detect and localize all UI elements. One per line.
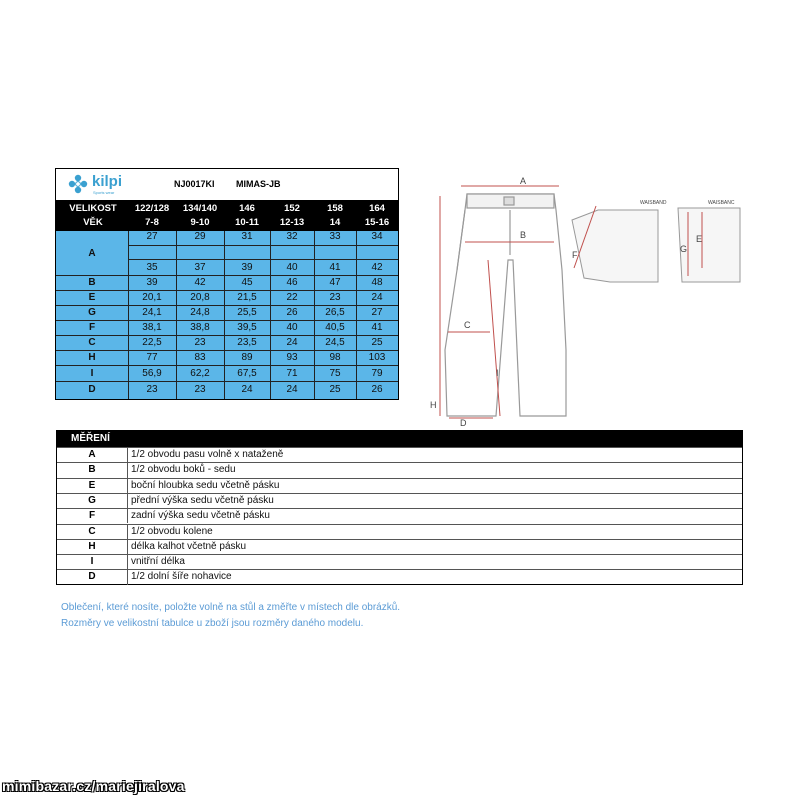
cell: 67,5 xyxy=(237,368,257,379)
cell: 31 xyxy=(241,231,253,242)
cell: 27 xyxy=(146,231,158,242)
cell: 42 xyxy=(371,262,383,273)
size-table-column-headers xyxy=(56,201,398,231)
cell: 75 xyxy=(329,368,341,379)
cell: 24,8 xyxy=(190,307,210,318)
size-table-body xyxy=(56,231,398,399)
legend-row xyxy=(57,539,742,554)
cell: 24 xyxy=(286,337,298,348)
cell: 24 xyxy=(241,384,253,395)
legend-row xyxy=(57,508,742,523)
row-label-a: A xyxy=(88,248,96,259)
watermark: mimibazar.cz/mariejiralova xyxy=(2,778,185,794)
cell: 35 xyxy=(146,262,158,273)
cell: 32 xyxy=(286,231,298,242)
label-b: B xyxy=(520,230,527,240)
legend-row xyxy=(57,478,742,493)
row-label-d: D xyxy=(88,384,96,395)
size-label: VELIKOST xyxy=(69,203,117,214)
cell: 26 xyxy=(371,384,383,395)
size-table-header xyxy=(56,169,398,201)
cell: 24,5 xyxy=(325,337,345,348)
age-header: 14 xyxy=(329,217,341,228)
cell: 39 xyxy=(146,277,158,288)
measurement-legend xyxy=(56,430,743,585)
note-line-1: Oblečení, které nosíte, položte volně na stůl a změřte v místech dle obrázků. xyxy=(61,602,401,613)
cell: 23 xyxy=(329,292,341,303)
legend-desc: boční hloubka sedu včetně pásku xyxy=(131,479,280,491)
label-f: F xyxy=(572,250,578,260)
cell: 26,5 xyxy=(325,307,345,318)
age-header: 10-11 xyxy=(235,217,259,228)
size-header: 146 xyxy=(239,203,255,214)
cell: 24 xyxy=(286,384,298,395)
label-h: H xyxy=(430,400,437,410)
age-header: 12-13 xyxy=(279,217,305,228)
legend-key: B xyxy=(57,463,128,477)
cell: 62,2 xyxy=(190,368,210,379)
label-a: A xyxy=(520,176,527,186)
cell: 37 xyxy=(194,262,206,273)
legend-title: MĚŘENÍ xyxy=(71,433,110,444)
pants-outline xyxy=(445,194,566,416)
brand-name: kilpi xyxy=(92,173,123,190)
cell: 25,5 xyxy=(237,307,257,318)
cell: 77 xyxy=(146,352,158,363)
cell: 20,1 xyxy=(142,292,162,303)
age-header: 15-16 xyxy=(364,217,390,228)
cell: 42 xyxy=(194,277,206,288)
label-g: G xyxy=(680,244,688,254)
legend-desc: 1/2 obvodu kolene xyxy=(131,525,213,537)
cell: 39,5 xyxy=(237,322,257,333)
cell: 93 xyxy=(286,352,298,363)
cell: 103 xyxy=(368,352,386,363)
cell: 83 xyxy=(194,352,206,363)
cell: 46 xyxy=(286,277,298,288)
legend-key: H xyxy=(57,540,128,554)
legend-row xyxy=(57,569,742,584)
legend-desc: vnitřní délka xyxy=(131,556,185,568)
cell: 40,5 xyxy=(325,322,345,333)
cell: 23 xyxy=(194,337,206,348)
legend-row xyxy=(57,447,742,462)
row-label-i: I xyxy=(90,368,94,379)
row-label-f: F xyxy=(88,322,96,333)
size-header: 134/140 xyxy=(182,203,218,214)
brand-tagline: Sports wear xyxy=(93,190,115,195)
cell: 71 xyxy=(286,368,298,379)
cell: 33 xyxy=(329,231,341,242)
row-label-c: C xyxy=(88,337,96,348)
legend-key: E xyxy=(57,479,128,493)
legend-header xyxy=(57,431,742,447)
product-name: MIMAS-JB xyxy=(236,179,281,189)
note-line-2: Rozměry ve velikostní tabulce u zboží jsou rozměry daného modelu. xyxy=(61,618,364,629)
legend-key: F xyxy=(57,509,128,523)
cell: 40 xyxy=(286,262,298,273)
legend-desc: přední výška sedu včetně pásku xyxy=(131,494,274,506)
cell: 24 xyxy=(371,292,383,303)
cell: 23 xyxy=(146,384,158,395)
cell: 38,8 xyxy=(190,322,210,333)
label-e: E xyxy=(696,234,703,244)
legend-row xyxy=(57,524,742,539)
size-header: 164 xyxy=(369,203,385,214)
cell: 25 xyxy=(329,384,341,395)
cell: 34 xyxy=(371,231,383,242)
legend-desc: 1/2 dolní šíře nohavice xyxy=(131,571,232,583)
cell: 39 xyxy=(241,262,253,273)
size-table xyxy=(55,168,399,400)
age-header: 9-10 xyxy=(190,217,210,228)
cell: 40 xyxy=(286,322,298,333)
legend-row xyxy=(57,493,742,508)
cell: 38,1 xyxy=(142,322,162,333)
size-header: 152 xyxy=(284,203,300,214)
pants-measurement-diagram xyxy=(420,170,760,430)
cell: 24,1 xyxy=(142,307,162,318)
row-label-e: E xyxy=(88,292,96,303)
pants-front-view xyxy=(678,208,740,282)
legend-desc: délka kalhot včetně pásku xyxy=(131,540,247,552)
waistband-label-2: WAISBANC xyxy=(708,200,735,206)
cell: 21,5 xyxy=(237,292,257,303)
legend-row xyxy=(57,462,742,477)
cell: 22,5 xyxy=(142,337,162,348)
cell: 20,8 xyxy=(190,292,210,303)
cell: 23 xyxy=(194,384,206,395)
cell: 41 xyxy=(371,322,383,333)
label-i: I xyxy=(496,368,499,378)
legend-key: A xyxy=(57,448,128,462)
label-c: C xyxy=(464,320,471,330)
cell: 27 xyxy=(371,307,383,318)
legend-row xyxy=(57,554,742,569)
size-header: 158 xyxy=(327,203,343,214)
legend-desc: 1/2 obvodu pasu volně x nataženě xyxy=(131,449,284,460)
legend-desc: zadní výška sedu včetně pásku xyxy=(131,510,270,522)
size-header: 122/128 xyxy=(134,203,170,214)
cell: 22 xyxy=(286,292,298,303)
legend-key: G xyxy=(57,494,128,508)
cell: 41 xyxy=(329,262,341,273)
cell: 79 xyxy=(371,368,383,379)
row-label-h: H xyxy=(88,352,96,363)
cell: 45 xyxy=(241,277,253,288)
age-label: VĚK xyxy=(83,217,103,228)
cell: 89 xyxy=(241,352,253,363)
cell: 26 xyxy=(286,307,298,318)
cell: 47 xyxy=(329,277,341,288)
legend-key: I xyxy=(57,555,128,569)
row-label-g: G xyxy=(88,307,96,318)
cell: 29 xyxy=(194,231,206,242)
cell: 98 xyxy=(329,352,341,363)
cell: 25 xyxy=(371,337,383,348)
cell: 23,5 xyxy=(237,337,257,348)
legend-key: C xyxy=(57,525,128,539)
product-code: NJ0017KI xyxy=(174,179,215,189)
cell: 56,9 xyxy=(142,368,162,379)
age-header: 7-8 xyxy=(145,217,159,228)
waistband-label-1: WAISBAND xyxy=(640,200,667,206)
legend-desc: 1/2 obvodu boků - sedu xyxy=(131,464,236,476)
label-d: D xyxy=(460,418,467,428)
legend-key: D xyxy=(57,570,128,584)
pants-side-view xyxy=(572,210,658,282)
cell: 48 xyxy=(371,277,383,288)
kilpi-logo-icon xyxy=(66,172,90,196)
row-label-b: B xyxy=(88,277,96,288)
